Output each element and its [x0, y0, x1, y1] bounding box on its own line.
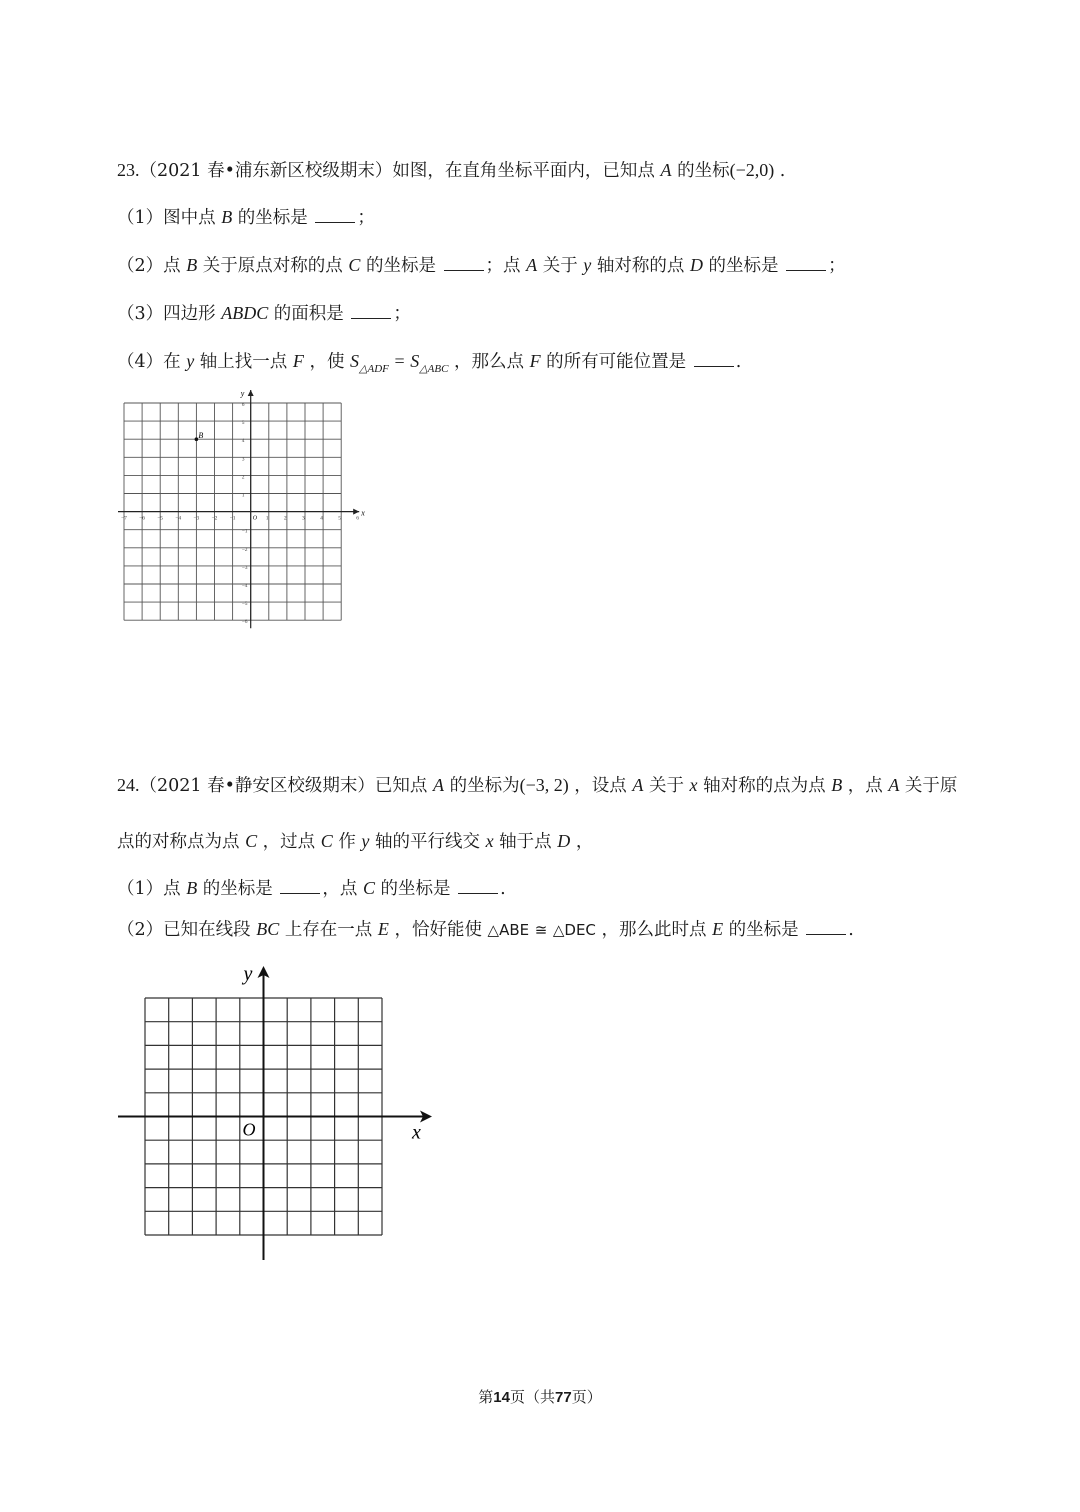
coordinate-grid-q24 — [110, 960, 450, 1265]
point-b-label: B — [198, 431, 204, 441]
origin-label: O — [252, 515, 258, 522]
answer-blank[interactable] — [786, 256, 826, 271]
y-tick-label: 5 — [241, 420, 245, 427]
x-tick-label: 3 — [302, 515, 305, 522]
x-tick-label: 1 — [265, 515, 269, 522]
q24-part-2: （2）已知在线段 BC 上存在一点 E ，恰好能使 △ABE ≅ △DEC ，那么此时点 E 的坐标是 . — [117, 919, 854, 940]
y-tick-label: 1 — [241, 492, 245, 499]
y-tick-label: −4 — [241, 583, 248, 589]
x-tick-label: −2 — [211, 515, 218, 522]
x-tick-label: −7 — [121, 515, 127, 522]
x-tick-label: −1 — [229, 515, 236, 522]
q24-stem-line2: 点的对称点为点 C ，过点 C 作 y 轴的平行线交 x 轴于点 D ， — [117, 831, 594, 852]
x-tick-label: 2 — [283, 515, 287, 522]
y-tick-label: 4 — [241, 438, 245, 445]
x-tick-label: −4 — [175, 515, 182, 522]
answer-blank[interactable] — [315, 208, 355, 223]
x-axis-arrow — [353, 509, 359, 515]
q24-stem-line1: 24.（2021 春•静安区校级期末）已知点 A 的坐标为(−3, 2) ，设点 A 关于 x 轴对称的点为点 B ，点 A 关于原 — [117, 775, 958, 796]
y-axis-label: y — [240, 389, 245, 398]
origin-label: O — [242, 1119, 256, 1140]
answer-blank[interactable] — [280, 879, 320, 894]
y-tick-label: −5 — [241, 601, 248, 608]
answer-blank[interactable] — [351, 304, 391, 319]
coordinate-grid-q23 — [112, 388, 382, 638]
q23-part-1: （1）图中点 B 的坐标是 ； — [117, 207, 375, 228]
y-tick-label: −6 — [241, 619, 248, 626]
q23-part-4: （4）在 y 轴上找一点 F ，使 $S_{\triangle ADF} = S_{\triangle ABC}$ ，那么点 F 的所有可能位置是 . — [117, 351, 742, 375]
y-tick-label: −3 — [241, 564, 248, 571]
y-axis-label: y — [243, 963, 253, 985]
q24-part-1: （1）点 B 的坐标是 ，点 C 的坐标是 . — [117, 878, 506, 899]
answer-blank[interactable] — [694, 352, 734, 367]
x-tick-label: 4 — [320, 515, 323, 522]
answer-blank[interactable] — [806, 920, 846, 935]
x-tick-label: −6 — [139, 515, 145, 522]
y-tick-label: 6 — [241, 402, 245, 408]
answer-blank[interactable] — [444, 256, 484, 271]
x-tick-label: 6 — [356, 515, 360, 522]
x-tick-label: 5 — [338, 515, 341, 522]
y-axis-arrow — [248, 390, 254, 396]
x-axis-label: x — [361, 508, 365, 518]
q23-part-3: （3）四边形 ABDC 的面积是 ； — [117, 303, 411, 324]
y-tick-label: 3 — [241, 456, 245, 463]
y-tick-label: −2 — [241, 546, 248, 553]
answer-blank[interactable] — [458, 879, 498, 894]
q23-part-2: （2）点 B 关于原点对称的点 C 的坐标是 ；点 A 关于 y 轴对称的点 D 的坐标是 ； — [117, 255, 846, 276]
q23-stem: 23.（2021 春•浦东新区校级期末）如图，在直角坐标平面内，已知点 A 的坐标(−2,0) . — [117, 160, 786, 181]
y-tick-label: 2 — [241, 474, 245, 481]
x-axis-label: x — [412, 1121, 421, 1144]
x-tick-label: −3 — [193, 515, 200, 522]
x-tick-label: −5 — [157, 515, 164, 522]
page-footer: 第14页（共77页） — [478, 1388, 602, 1406]
y-tick-label: −1 — [241, 528, 248, 535]
